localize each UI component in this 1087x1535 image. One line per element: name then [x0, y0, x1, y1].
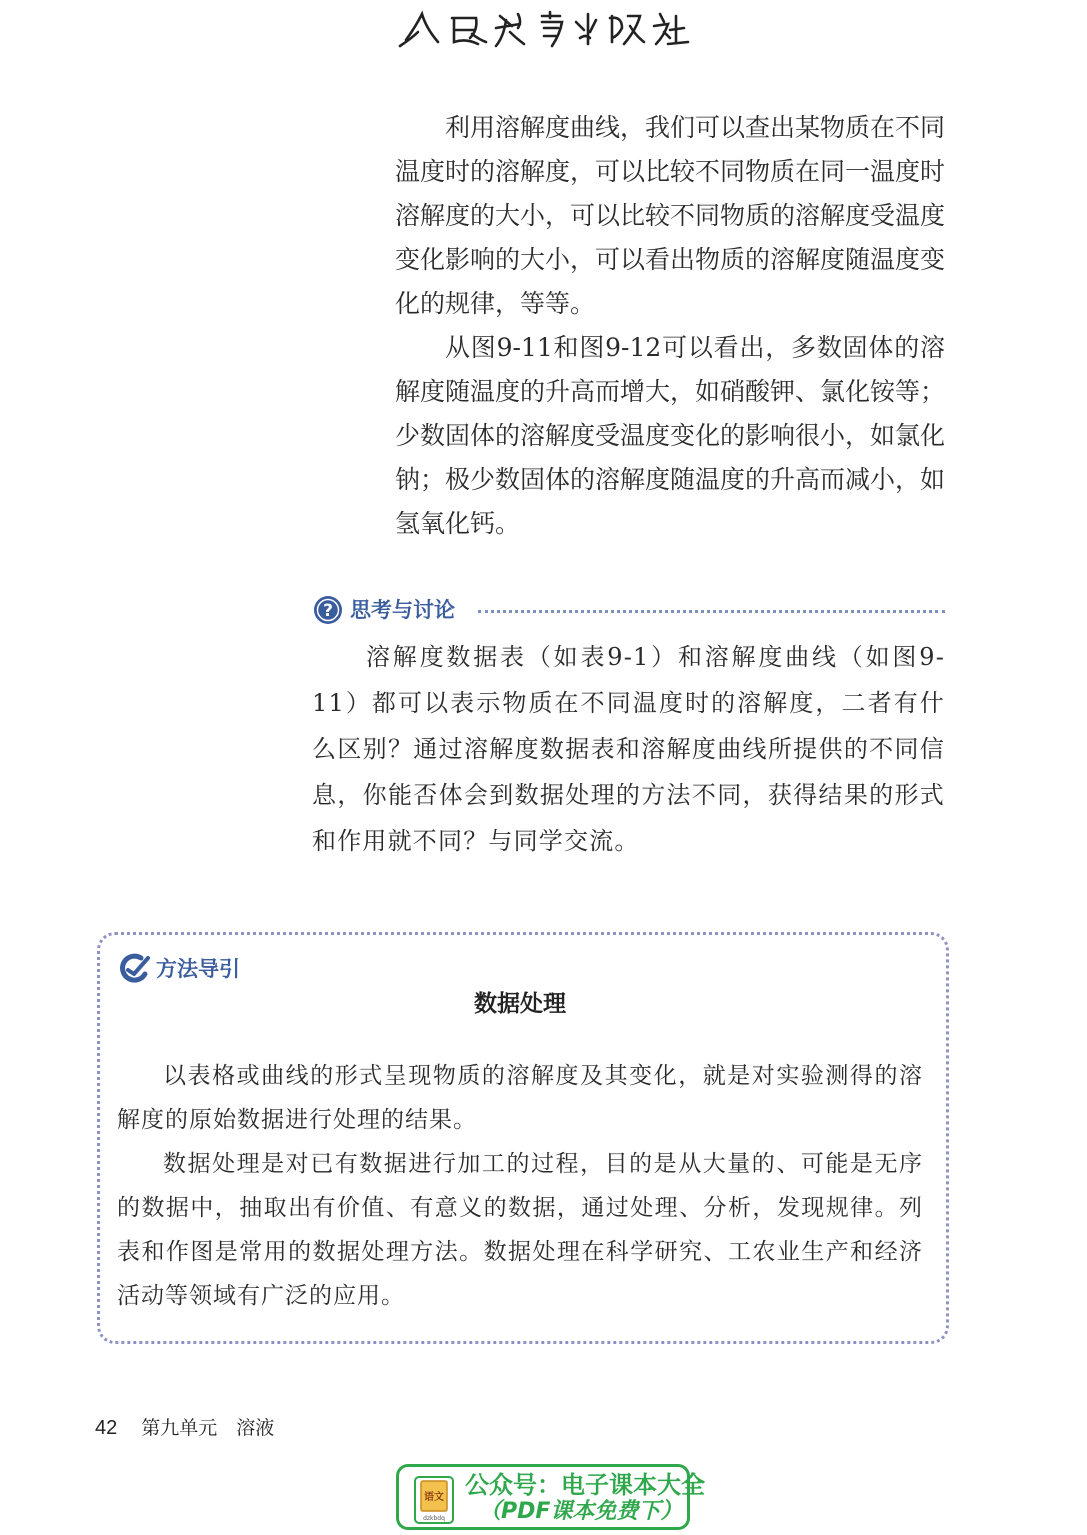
svg-text:语文: 语文	[424, 1492, 444, 1503]
svg-text:dzkbdq: dzkbdq	[423, 1515, 445, 1522]
watermark-badge	[396, 1464, 705, 1530]
unit-title: 第九单元 溶液	[141, 1417, 275, 1439]
book-icon	[413, 1475, 455, 1525]
discussion-paragraph: 溶解度数据表（如表9-1）和溶解度曲线（如图9-11）都可以表示物质在不同温度时的溶解度，二者有什么区别？通过溶解度数据表和溶解度曲线所提供的不同信息，你能否体会到数据处理的方法不同，获得结果的形式和作用就不同？与同学交流。	[312, 643, 945, 855]
method-title: 数据处理	[474, 990, 566, 1017]
method-paragraph-2: 数据处理是对已有数据进行加工的过程，目的是从大量的、可能是无序的数据中，抽取出有价值、有意义的数据，通过处理、分析，发现规律。列表和作图是常用的数据处理方法。数据处理在科学研究、工农业生产和经济活动等领域有广泛的应用。	[117, 1151, 923, 1309]
watermark-line-2: （PDF课本免费下）	[479, 1499, 683, 1524]
dotted-divider	[478, 610, 945, 613]
method-text	[117, 1054, 923, 1318]
discussion-header	[312, 592, 945, 628]
watermark-line-1: 公众号：电子课本大全	[465, 1471, 705, 1499]
svg-text:?: ?	[323, 601, 333, 621]
main-paragraph-1: 利用溶解度曲线，我们可以查出某物质在不同温度时的溶解度，可以比较不同物质在同一温度时溶解度的大小，可以比较不同物质的溶解度受温度变化影响的大小，可以看出物质的溶解度随温度变化的规律，等等。	[395, 113, 946, 318]
main-paragraph-2: 从图9-11和图9-12可以看出，多数固体的溶解度随温度的升高而增大，如硝酸钾、氯化铵等；少数固体的溶解度受温度变化的影响很小，如氯化钠；极少数固体的溶解度随温度的升高而减小，如氢氧化钙。	[395, 333, 946, 538]
publisher-logo	[392, 8, 702, 52]
method-label: 方法导引	[156, 957, 240, 981]
method-paragraph-1: 以表格或曲线的形式呈现物质的溶解度及其变化，就是对实验测得的溶解度的原始数据进行处理的结果。	[117, 1063, 923, 1133]
page-footer	[95, 1413, 274, 1440]
discussion-text	[312, 634, 945, 864]
method-guide-icon	[117, 952, 153, 984]
question-icon	[312, 594, 344, 626]
main-text	[395, 106, 945, 546]
page-number: 42	[95, 1417, 118, 1439]
discussion-label: 思考与讨论	[350, 598, 455, 622]
